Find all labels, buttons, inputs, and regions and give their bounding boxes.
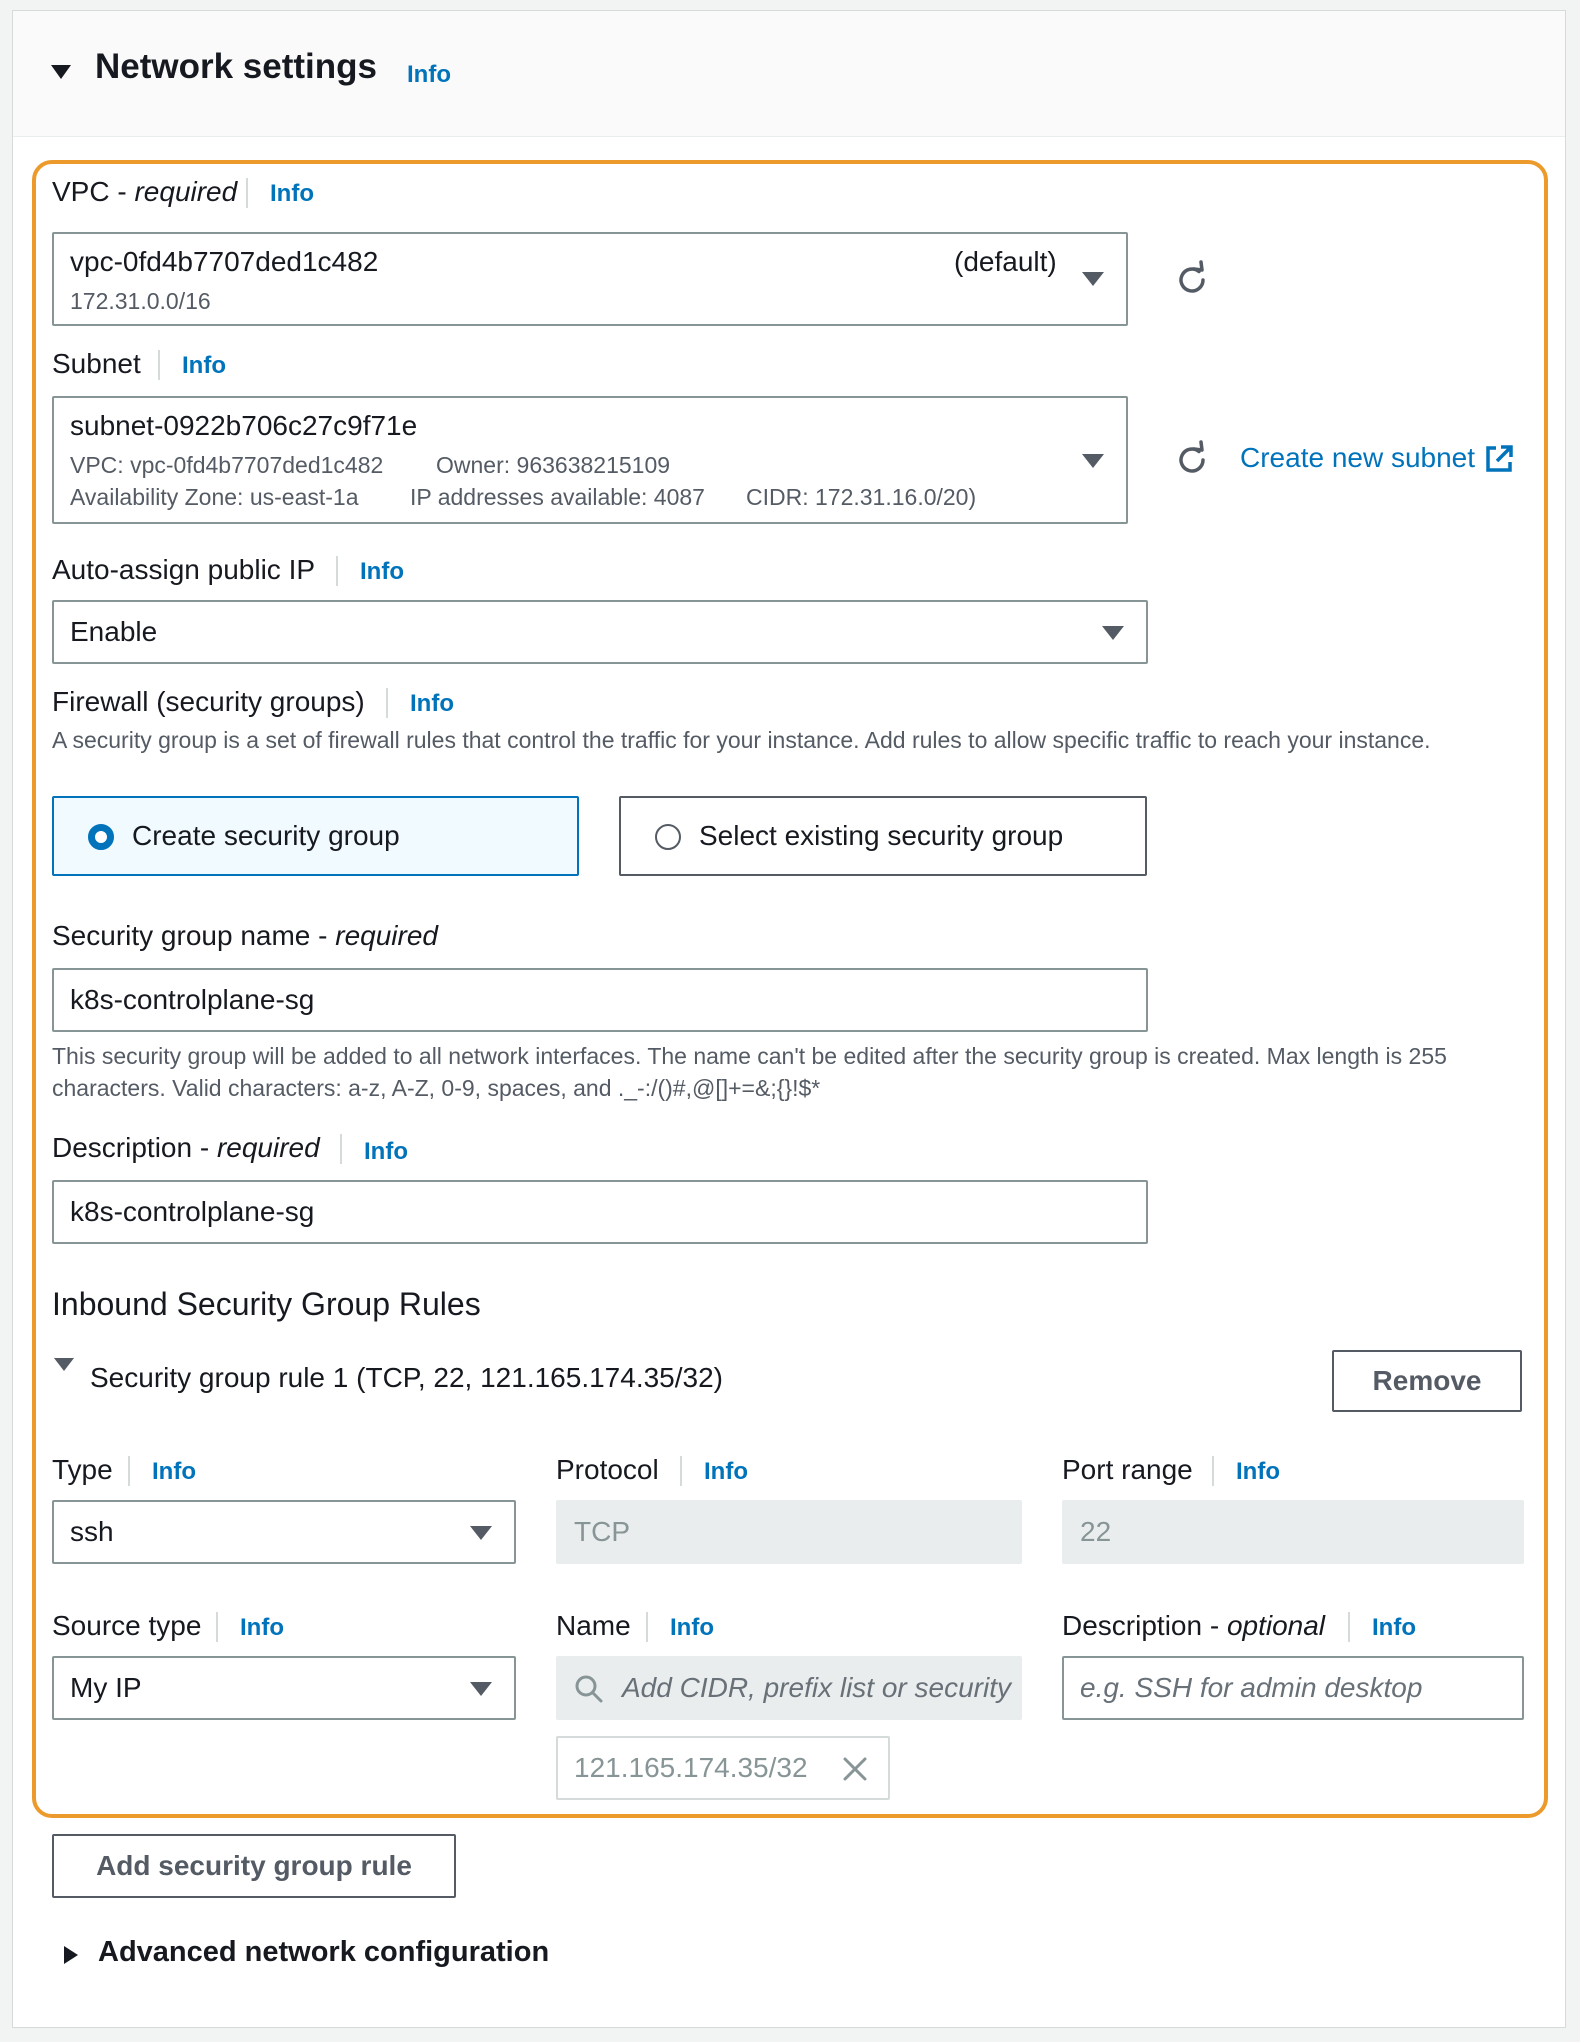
subnet-value: subnet-0922b706c27c9f71e <box>70 410 418 441</box>
source-type-label: Source type <box>52 1610 202 1641</box>
radio-empty-icon <box>655 824 681 850</box>
divider <box>336 556 338 586</box>
chevron-down-icon <box>470 1682 492 1696</box>
protocol-value: TCP <box>574 1516 630 1547</box>
port-range-field <box>1062 1500 1524 1564</box>
divider <box>646 1612 648 1642</box>
info-link[interactable]: Info <box>407 61 451 88</box>
create-security-group-option[interactable] <box>52 796 579 876</box>
divider <box>680 1456 682 1486</box>
divider <box>1348 1612 1350 1642</box>
remove-button[interactable]: Remove <box>1332 1350 1522 1412</box>
inbound-rules-title: Inbound Security Group Rules <box>52 1286 481 1322</box>
refresh-icon[interactable] <box>1172 440 1212 480</box>
name-label: Name <box>556 1610 631 1641</box>
firewall-label: Firewall (security groups) <box>52 686 365 717</box>
source-type-value: My IP <box>70 1672 142 1703</box>
vpc-default-tag: (default) <box>954 246 1057 277</box>
vpc-info-link[interactable]: Info <box>270 180 314 207</box>
divider <box>340 1134 342 1164</box>
divider <box>386 688 388 718</box>
chevron-down-icon <box>470 1526 492 1540</box>
external-link-icon[interactable] <box>1484 444 1514 474</box>
cidr-token <box>556 1736 890 1800</box>
subnet-label: Subnet <box>52 348 141 379</box>
subnet-select[interactable] <box>52 396 1128 524</box>
create-sg-label: Create security group <box>132 820 400 851</box>
collapse-caret-icon[interactable] <box>51 65 71 79</box>
source-type-info-link[interactable]: Info <box>240 1614 284 1641</box>
panel-header <box>13 11 1565 137</box>
subnet-cidr: CIDR: 172.31.16.0/20) <box>746 484 977 510</box>
search-icon <box>574 1674 604 1704</box>
auto-ip-select[interactable] <box>52 600 1148 664</box>
subnet-vpc: VPC: vpc-0fd4b7707ded1c482 <box>70 452 384 478</box>
protocol-info-link[interactable]: Info <box>704 1458 748 1485</box>
firewall-info-link[interactable]: Info <box>410 690 454 717</box>
expand-caret-icon[interactable] <box>64 1946 78 1964</box>
divider <box>158 350 160 380</box>
name-info-link[interactable]: Info <box>670 1614 714 1641</box>
subnet-owner: Owner: 963638215109 <box>436 452 671 478</box>
vpc-value: vpc-0fd4b7707ded1c482 <box>70 246 379 277</box>
port-range-label: Port range <box>1062 1454 1193 1485</box>
chevron-down-icon <box>1082 272 1104 286</box>
source-type-select[interactable] <box>52 1656 516 1720</box>
vpc-cidr: 172.31.0.0/16 <box>70 288 211 314</box>
divider <box>246 178 248 208</box>
protocol-field <box>556 1500 1022 1564</box>
divider <box>128 1456 130 1486</box>
rule-description-input[interactable] <box>1062 1656 1524 1720</box>
divider <box>1212 1456 1214 1486</box>
sg-name-input[interactable] <box>52 968 1148 1032</box>
sg-description-input[interactable] <box>52 1180 1148 1244</box>
sg-name-label: Security group name - required <box>52 920 438 951</box>
expand-caret-icon[interactable] <box>54 1358 74 1371</box>
vpc-label: VPC - required <box>52 176 238 207</box>
auto-ip-value: Enable <box>70 616 158 647</box>
select-sg-label: Select existing security group <box>699 820 1064 851</box>
panel-title: Network settings <box>95 47 377 86</box>
sg-name-help-text: This security group will be added to all network interfaces. The name can't be edited after the security group is created. Max length is 255 characters. Valid characters: a-z, A-Z, 0-9, spaces, and ._-:/()#,@[]+=&;{}!$* <box>52 1043 1447 1101</box>
sg-description-info-link[interactable]: Info <box>364 1138 408 1165</box>
port-range-value: 22 <box>1080 1516 1112 1547</box>
sg-description-value: k8s-controlplane-sg <box>70 1196 315 1227</box>
vpc-select[interactable] <box>52 232 1128 326</box>
cidr-token-value: 121.165.174.35/32 <box>574 1752 808 1783</box>
protocol-label: Protocol <box>556 1454 659 1485</box>
auto-ip-info-link[interactable]: Info <box>360 558 404 585</box>
select-existing-security-group-option[interactable] <box>619 796 1147 876</box>
firewall-help-text: A security group is a set of firewall rules that control the traffic for your instance. Add rules to allow specific traffic to reach your instance. <box>52 727 1431 753</box>
auto-ip-label: Auto-assign public IP <box>52 554 316 585</box>
refresh-icon[interactable] <box>1172 260 1212 300</box>
radio-selected-icon <box>88 824 114 850</box>
advanced-network-configuration-toggle[interactable]: Advanced network configuration <box>98 1936 550 1968</box>
subnet-ips: IP addresses available: 4087 <box>410 484 705 510</box>
name-placeholder: Add CIDR, prefix list or security <box>622 1672 1011 1703</box>
subnet-info-link[interactable]: Info <box>182 352 226 379</box>
name-search-input[interactable] <box>556 1656 1022 1720</box>
port-range-info-link[interactable]: Info <box>1236 1458 1280 1485</box>
rule-title: Security group rule 1 (TCP, 22, 121.165.174.35/32) <box>90 1362 723 1393</box>
type-info-link[interactable]: Info <box>152 1458 196 1485</box>
create-new-subnet-link[interactable]: Create new subnet <box>1240 442 1476 473</box>
chevron-down-icon <box>1082 454 1104 468</box>
rule-description-label: Description - optional <box>1062 1610 1326 1641</box>
type-value: ssh <box>70 1516 114 1547</box>
close-icon[interactable] <box>842 1756 868 1782</box>
sg-description-label: Description - required <box>52 1132 320 1163</box>
add-security-group-rule-button[interactable]: Add security group rule <box>52 1834 456 1898</box>
chevron-down-icon <box>1102 626 1124 640</box>
divider <box>216 1612 218 1642</box>
sg-name-value: k8s-controlplane-sg <box>70 984 315 1015</box>
subnet-az: Availability Zone: us-east-1a <box>70 484 359 510</box>
type-select[interactable] <box>52 1500 516 1564</box>
type-label: Type <box>52 1454 113 1485</box>
rule-description-placeholder: e.g. SSH for admin desktop <box>1080 1672 1423 1703</box>
rule-description-info-link[interactable]: Info <box>1372 1614 1416 1641</box>
